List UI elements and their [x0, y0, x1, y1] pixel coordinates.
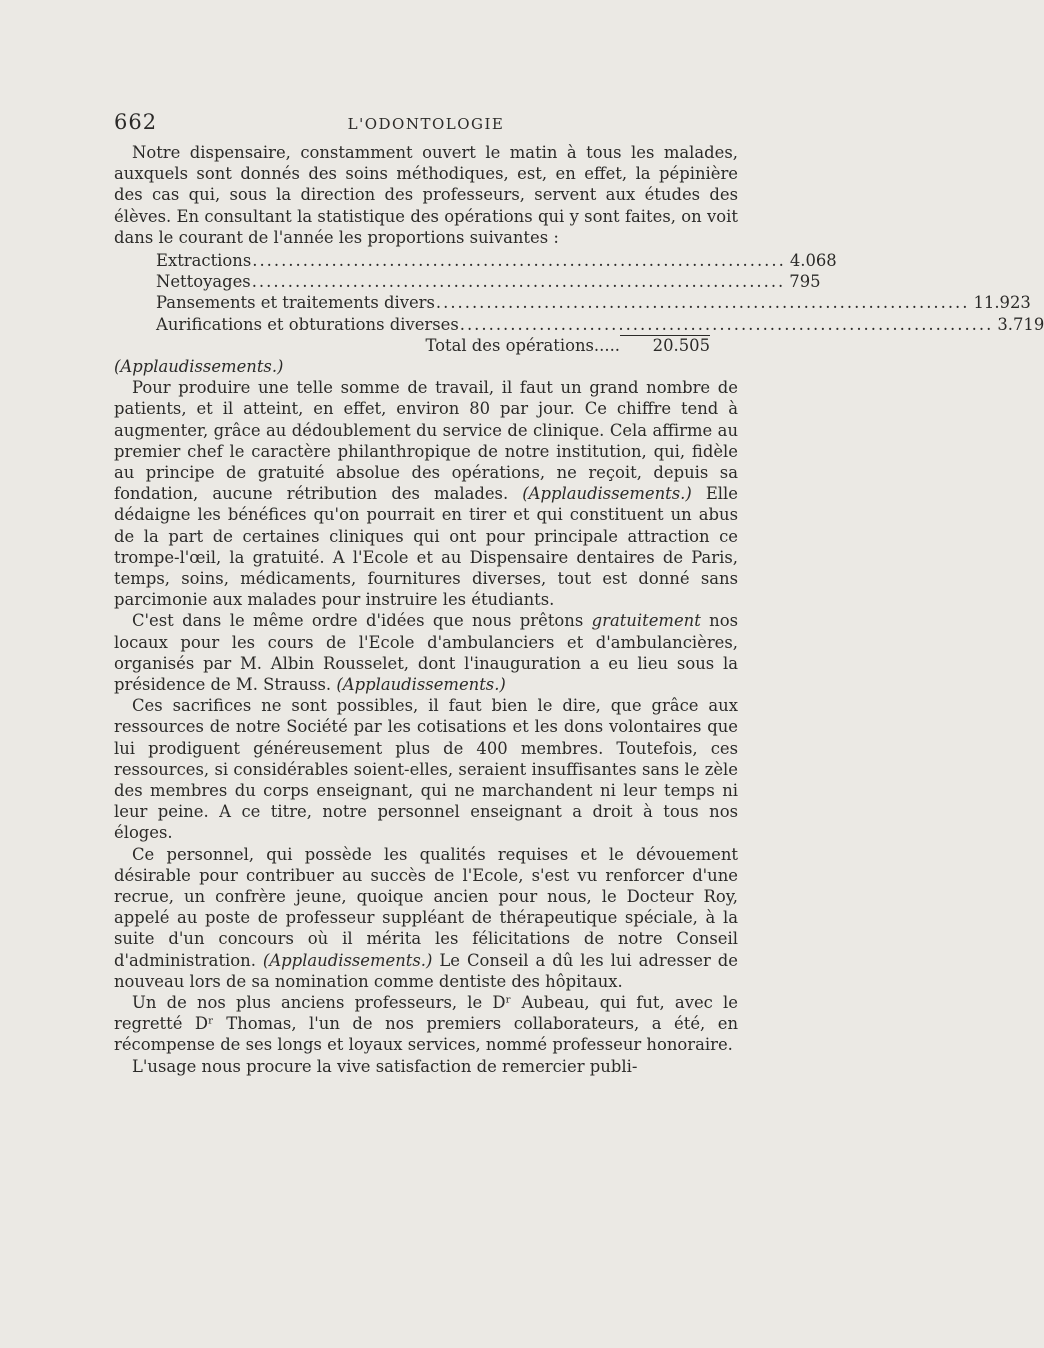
paragraph: Un de nos plus anciens professeurs, le Dʳ Aubeau, qui fut, avec le regretté Dʳ Thomas, l'un de nos premiers collaborateurs, a été, en récompense de ses longs et loyaux services, nommé professeur honoraire. — [114, 993, 738, 1055]
applause-note: (Applaudissements.) — [522, 484, 692, 504]
paragraph — [114, 844, 738, 992]
applause-note: (Applaudissements.) — [262, 950, 433, 970]
paragraph-text: Elle dédaigne les bénéfices qu'on pourrait en tirer et qui constituent un abus de la part de certaines cliniques qui ont pour principale attraction ce trompe-l'œil, la gratuité. A l'Ecole et au Dispensaire dentaires de Paris, temps, soins, médicaments, fournitures diverses, tout est donné sans parcimonie aux malades pour instruire les étudiants. — [114, 484, 738, 610]
stats-value: 3.719 — [997, 314, 1044, 334]
stats-label: Aurifications et obturations diverses — [156, 314, 459, 334]
applause-note: (Applaudissements.) — [336, 675, 506, 694]
stats-label: Nettoyages — [156, 272, 251, 292]
stats-row — [156, 314, 1044, 335]
paragraph — [114, 377, 738, 610]
emphasis-text: gratuitement — [591, 611, 701, 631]
stats-label: Pansements et traitements divers — [156, 293, 435, 313]
paragraph: Ces sacrifices ne sont possibles, il faut bien le dire, que grâce aux ressources de notre Société par les cotisations et les dons volontaires que lui prodiguent généreusement plus de 400 membres. Toutefois, ces ressources, si considérables soient-elles, seraient insuffisantes sans le zèle des membres du corps enseignant, qui ne marchandent ni leur temps ni leur peine. A ce titre, notre personnel enseignant a droit à tous nos éloges. — [114, 696, 738, 843]
stats-row — [156, 271, 821, 292]
body-text — [114, 142, 1044, 1077]
stats-total-label: Total des opérations..... — [425, 335, 620, 355]
stats-value: 4.068 — [789, 251, 837, 271]
stats-total-row — [156, 335, 710, 356]
stats-total-value: 20.505 — [620, 335, 710, 355]
paragraph-text: Ce personnel, qui possède les qualités requises et le dévouement désirable pour contribuer au succès de l'Ecole, s'est vu renforcer d'une recrue, un confrère jeune, quoique ancien pour nous, le Docteur Roy, appelé au poste de professeur suppléant de thérapeutique spéciale, à la suite d'un concours où il mérita les félicitations de notre Conseil d'administration. — [114, 844, 738, 970]
paragraph: L'usage nous procure la vive satisfaction de remercier publi- — [132, 1056, 638, 1076]
stats-row — [156, 292, 1031, 313]
leader-dots: .......................................................................... — [251, 272, 786, 292]
running-title: L'ODONTOLOGIE — [347, 115, 505, 133]
leader-dots: .......................................................................... — [435, 293, 970, 313]
stats-label: Extractions — [156, 251, 252, 271]
applause-note: (Applaudissements.) — [114, 356, 284, 376]
paragraph — [114, 610, 738, 695]
stats-value: 11.923 — [973, 293, 1031, 313]
leader-dots: .......................................................................... — [252, 251, 786, 271]
statistics-table — [114, 250, 1044, 356]
paragraph-text: nos locaux pour les cours de l'Ecole d'ambulanciers et d'ambulancières, organisés par M. Albin Rousselet, dont l'inauguration a eu lieu sous la présidence de M. Strauss. — [114, 611, 738, 694]
leader-dots: .......................................................................... — [459, 314, 994, 334]
paragraph-text: Le Conseil a dû les lui adresser de nouveau lors de sa nomination comme dentiste des hôpitaux. — [114, 950, 738, 991]
page-number: 662 — [114, 110, 158, 134]
page-header — [114, 110, 738, 140]
paragraph-text: C'est dans le même ordre d'idées que nous prêtons — [132, 611, 584, 631]
paragraph-text: Pour produire une telle somme de travail, il faut un grand nombre de patients, et il atteint, en effet, environ 80 par jour. Ce chiffre tend à augmenter, grâce au dédoublement du service de clinique. Cela affirme au premier chef le caractère philanthropique de notre institution, qui, fidèle au principe de gratuité absolue des opérations, ne reçoit, depuis sa fondation, aucune rétribution des malades. — [114, 378, 738, 504]
stats-row — [156, 250, 837, 271]
stats-value: 795 — [789, 272, 821, 292]
paragraph-intro: Notre dispensaire, constamment ouvert le matin à tous les malades, auxquels sont donnés des soins méthodiques, est, en effet, la pépinière des cas qui, sous la direction des professeurs, servent aux études des élèves. En consultant la statistique des opérations qui y sont faites, on voit dans le courant de l'année les proportions suivantes : — [114, 143, 738, 247]
